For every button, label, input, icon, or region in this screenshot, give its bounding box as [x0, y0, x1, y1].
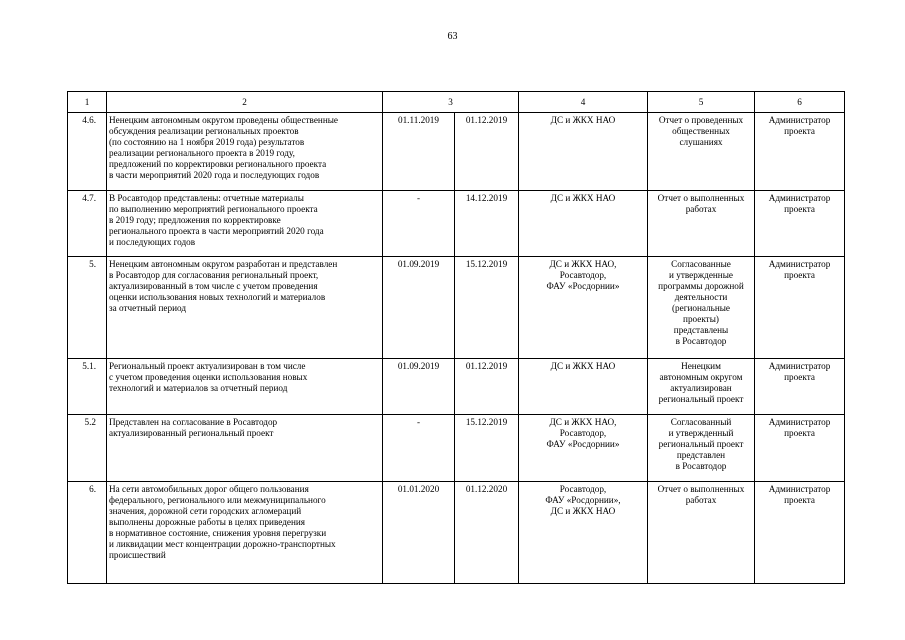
- row-responsible: ДС и ЖКХ НАО, Росавтодор, ФАУ «Росдорнии»: [519, 257, 648, 359]
- row-end-date: 14.12.2019: [455, 191, 519, 257]
- row-number: 5.: [68, 257, 107, 359]
- row-responsible: Росавтодор, ФАУ «Росдорнии», ДС и ЖКХ НАО: [519, 482, 648, 584]
- row-end-date: 01.12.2019: [455, 113, 519, 191]
- row-result: Отчет о выполненных работах: [648, 191, 755, 257]
- row-description: Ненецким автономным округом проведены общественные обсуждения реализации региональных проектов (по состоянию на 1 ноября 2019 года) результатов реализации регионального проекта в 2019 году, предложений по корректировки регионального проекта в части мероприятий 2020 года и последующих годов: [107, 113, 383, 191]
- row-number: 5.2: [68, 415, 107, 482]
- plan-table: [67, 91, 845, 584]
- header-cell-1: 1: [68, 92, 107, 113]
- row-end-date: 15.12.2019: [455, 415, 519, 482]
- header-cell-6: 6: [755, 92, 845, 113]
- row-start-date: 01.01.2020: [383, 482, 455, 584]
- row-end-date: 01.12.2020: [455, 482, 519, 584]
- row-level: Администратор проекта: [755, 257, 845, 359]
- row-level: Администратор проекта: [755, 113, 845, 191]
- table-row: [68, 482, 845, 584]
- row-result: Отчет о выполненных работах: [648, 482, 755, 584]
- row-level: Администратор проекта: [755, 415, 845, 482]
- table-row: [68, 191, 845, 257]
- table-row: [68, 415, 845, 482]
- header-cell-2: 2: [107, 92, 383, 113]
- row-description: На сети автомобильных дорог общего пользования федерального, регионального или межмуниципального значения, дорожной сети городских агломераций выполнены дорожные работы в целях приведения в нормативное состояние, снижения уровня перегрузки и ликвидации мест концентрации дорожно-транспортных происшествий: [107, 482, 383, 584]
- table-row: [68, 113, 845, 191]
- row-result: Ненецким автономным округом актуализирован региональный проект: [648, 359, 755, 415]
- row-number: 4.7.: [68, 191, 107, 257]
- row-description: В Росавтодор представлены: отчетные материалы по выполнению мероприятий регионального проекта в 2019 году; предложения по корректировке регионального проекта в части мероприятий 2020 года и последующих годов: [107, 191, 383, 257]
- header-row: [68, 92, 845, 113]
- row-result: Согласованный и утвержденный региональный проект представлен в Росавтодор: [648, 415, 755, 482]
- row-level: Администратор проекта: [755, 359, 845, 415]
- row-responsible: ДС и ЖКХ НАО: [519, 359, 648, 415]
- table-row: [68, 257, 845, 359]
- page-number: 63: [447, 31, 458, 42]
- header-cell-4: 4: [519, 92, 648, 113]
- row-number: 4.6.: [68, 113, 107, 191]
- header-cell-3: 3: [383, 92, 519, 113]
- row-start-date: 01.09.2019: [383, 257, 455, 359]
- row-level: Администратор проекта: [755, 482, 845, 584]
- header-cell-5: 5: [648, 92, 755, 113]
- row-end-date: 15.12.2019: [455, 257, 519, 359]
- row-start-date: -: [383, 191, 455, 257]
- row-responsible: ДС и ЖКХ НАО: [519, 191, 648, 257]
- row-start-date: -: [383, 415, 455, 482]
- row-number: 6.: [68, 482, 107, 584]
- row-description: Представлен на согласование в Росавтодор актуализированный региональный проект: [107, 415, 383, 482]
- row-level: Администратор проекта: [755, 191, 845, 257]
- row-number: 5.1.: [68, 359, 107, 415]
- row-description: Региональный проект актуализирован в том числе с учетом проведения оценки использования новых технологий и материалов за отчетный период: [107, 359, 383, 415]
- row-responsible: ДС и ЖКХ НАО: [519, 113, 648, 191]
- row-description: Ненецким автономным округом разработан и представлен в Росавтодор для согласования региональный проект, актуализированный в том числе с учетом проведения оценки использования новых технологий и материалов за отчетный период: [107, 257, 383, 359]
- row-end-date: 01.12.2019: [455, 359, 519, 415]
- row-result: Отчет о проведенных общественных слушаниях: [648, 113, 755, 191]
- row-result: Согласованные и утвержденные программы дорожной деятельности (региональные проекты) представлены в Росавтодор: [648, 257, 755, 359]
- row-start-date: 01.09.2019: [383, 359, 455, 415]
- row-responsible: ДС и ЖКХ НАО, Росавтодор, ФАУ «Росдорнии»: [519, 415, 648, 482]
- row-start-date: 01.11.2019: [383, 113, 455, 191]
- table-row: [68, 359, 845, 415]
